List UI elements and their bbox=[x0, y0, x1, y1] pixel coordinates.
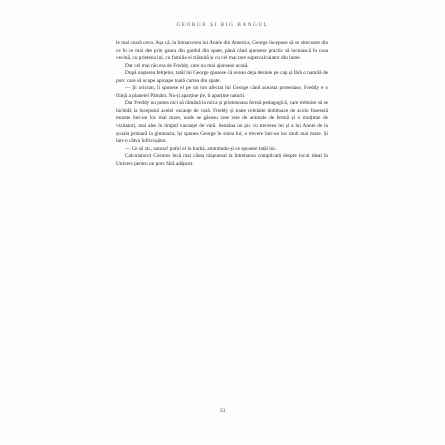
paragraph: le mai ceară ceva. Așa că, la întoarcerea lui Annie din America, George începuse să se strecoare din ce în ce mai des prin gaura din gardul din spate, până când ajunsese practic să locuiască în casa vecină, cu prietena lui, cu familia ei trăsnită și cu cel mai tare supercalculator din lume. bbox=[116, 40, 328, 62]
body-text bbox=[116, 40, 328, 168]
page-number: 33 bbox=[219, 408, 226, 414]
paragraph: Dar Freddy nu putea nici să rămână la mica și prietenoasa fermă pedagogică, care trebuise să se închidă la începutul acelei vacanțe de vară. Freddy și toate celelalte dobitoace de acolo fuseseră mutate într-un loc mai mare, unde se găseau rase rare de animale de fermă și o mulțime de vizitatori, mai ales în timpul vacanței de vară. Semăna un pic cu trecerea lui și a lui Annie de la școala primară la gimnaziu, își spunea George în sinea lui; o trecere într-un loc mult mai mare. Și într-o câtva înfricoșător. bbox=[116, 100, 328, 145]
paragraph: — Și oricum, îi spusese el pe un ton afectat lui George când aceasta protestase, Freddy e o ființă a planetei Pământ. Nu-ți aparține ție, îi aparține naturii. bbox=[116, 85, 328, 99]
paragraph: Calculatorul Cosmos încă mai căuta răspunsul la întrebarea complicată despre locul ideal în Univers pentru un porc fără adăpost. bbox=[116, 153, 328, 167]
paragraph: — Ce să zic, natura! pufni el în barbă, amintindu-și ce spusese tatăl lui. bbox=[125, 145, 277, 152]
paragraph: Dar cel mai rău era de Freddy, care nu mai ajunsese acasă. bbox=[125, 62, 249, 69]
paragraph: După nașterea fetițelor, tatăl lui George spusese că aveau deja destule pe cap și fără o namilă de porc care să ocupe aproape toată curtea din spate. bbox=[116, 70, 328, 84]
running-head: GEORGE ȘI BIG BANGUL bbox=[176, 22, 269, 28]
